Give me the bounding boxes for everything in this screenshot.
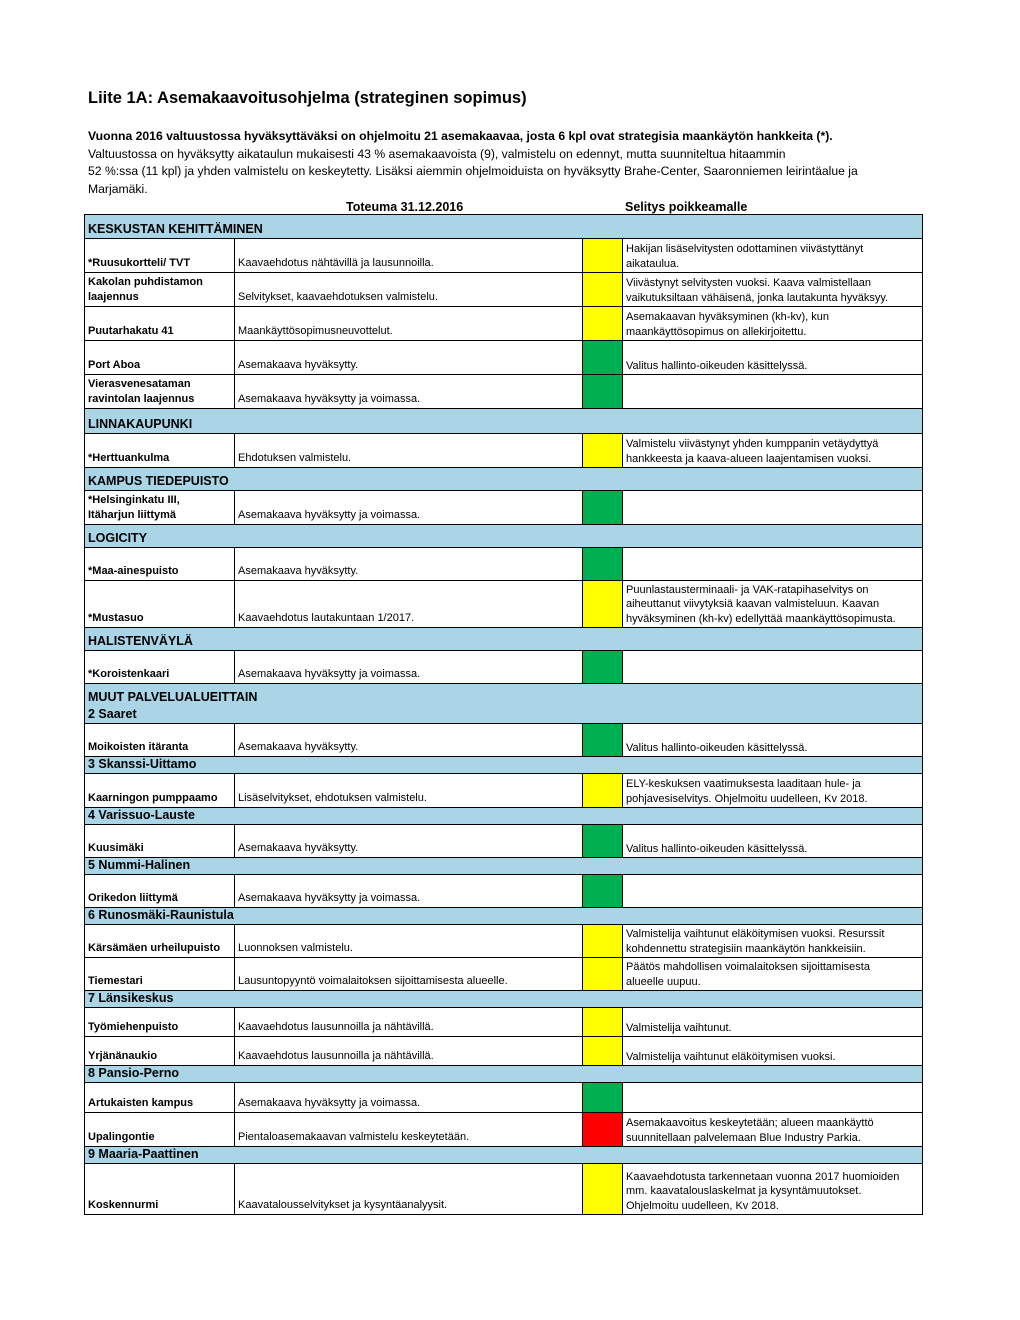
project-name-cell bbox=[84, 958, 234, 990]
project-name-cell bbox=[84, 375, 234, 408]
project-name: Vierasvenesataman bbox=[88, 378, 191, 390]
explanation-text: alueelle uupuu. bbox=[626, 975, 701, 988]
project-name: Kakolan puhdistamon bbox=[88, 276, 203, 288]
project-name: laajennus bbox=[88, 291, 139, 303]
project-name: Orikedon liittymä bbox=[88, 892, 178, 904]
project-name: Kuusimäki bbox=[88, 842, 144, 854]
zoning-program-table bbox=[84, 214, 923, 1215]
project-name-cell bbox=[84, 774, 234, 807]
status-text: Asemakaava hyväksytty. bbox=[238, 741, 359, 753]
project-name: Yrjänänaukio bbox=[88, 1050, 158, 1062]
explanation-cell bbox=[622, 375, 923, 408]
table-row bbox=[84, 491, 923, 525]
explanation-text: Valmistelija vaihtunut eläköitymisen vuoksi. Resurssit bbox=[626, 928, 885, 940]
status-light-yellow bbox=[582, 581, 622, 627]
status-cell bbox=[234, 273, 582, 306]
explanation-text: Hakijan lisäselvitysten odottaminen viivästyttänyt bbox=[626, 243, 864, 255]
status-text: Asemakaava hyväksytty ja voimassa. bbox=[238, 892, 421, 904]
status-text: Selvitykset, kaavaehdotuksen valmistelu. bbox=[238, 291, 438, 303]
section-title: KESKUSTAN KEHITTÄMINEN bbox=[88, 222, 263, 236]
project-name-cell bbox=[84, 1008, 234, 1036]
section-header bbox=[84, 908, 923, 925]
project-name-cell bbox=[84, 651, 234, 683]
table-row bbox=[84, 1008, 923, 1037]
section-header bbox=[84, 808, 923, 825]
explanation-text: Kaavaehdotusta tarkennetaan vuonna 2017 huomioiden bbox=[626, 1170, 900, 1183]
explanation-text: Valitus hallinto-oikeuden käsittelyssä. bbox=[626, 741, 808, 754]
project-name: *Maa-ainespuisto bbox=[88, 565, 179, 577]
table-row bbox=[84, 307, 923, 341]
status-text: Lisäselvitykset, ehdotuksen valmistelu. bbox=[238, 792, 427, 804]
status-cell bbox=[234, 724, 582, 756]
status-text: Kaavaehdotus lausunnoilla ja nähtävillä. bbox=[238, 1050, 434, 1062]
explanation-cell bbox=[622, 273, 923, 306]
project-name: Työmiehenpuisto bbox=[88, 1021, 179, 1033]
explanation-cell bbox=[622, 774, 923, 807]
explanation-text: Valitus hallinto-oikeuden käsittelyssä. bbox=[626, 842, 808, 855]
project-name-cell bbox=[84, 491, 234, 524]
status-cell bbox=[234, 434, 582, 467]
explanation-text: aikataulua. bbox=[626, 257, 680, 270]
section-header bbox=[84, 991, 923, 1008]
table-row bbox=[84, 825, 923, 858]
project-name-cell bbox=[84, 434, 234, 467]
table-row bbox=[84, 548, 923, 581]
table-row bbox=[84, 1083, 923, 1113]
table-row bbox=[84, 239, 923, 273]
status-light-green bbox=[582, 1083, 622, 1112]
explanation-text: Valmistelu viivästynyt yhden kumppanin vetäydyttyä bbox=[626, 438, 879, 450]
project-name: Itäharjun liittymä bbox=[88, 509, 177, 521]
intro-text-line: 52 %:ssa (11 kpl) ja yhden valmistelu on keskeytetty. Lisäksi aiemmin ohjelmoiduista on hyväksytty Brahe-Center, Saaronniemen leirintäalue ja bbox=[88, 164, 858, 178]
project-name-cell bbox=[84, 1083, 234, 1112]
explanation-cell bbox=[622, 825, 923, 857]
section-title: 8 Pansio-Perno bbox=[88, 1066, 179, 1080]
project-name-cell bbox=[84, 273, 234, 306]
section-title: HALISTENVÄYLÄ bbox=[88, 634, 193, 648]
project-name-cell bbox=[84, 875, 234, 907]
status-cell bbox=[234, 491, 582, 524]
table-row bbox=[84, 724, 923, 757]
status-cell bbox=[234, 341, 582, 374]
status-cell bbox=[234, 581, 582, 627]
status-text: Luonnoksen valmistelu. bbox=[238, 942, 353, 954]
status-text: Ehdotuksen valmistelu. bbox=[238, 452, 352, 464]
project-name-cell bbox=[84, 341, 234, 374]
explanation-text: vaikutuksiltaan vähäisenä, jonka lautakunta hyväksyy. bbox=[626, 291, 889, 304]
intro-text-line: Valtuustossa on hyväksytty aikataulun mukaisesti 43 % asemakaavoista (9), valmistelu on edennyt, mutta suunniteltua hitaammin bbox=[88, 146, 786, 161]
project-name-cell bbox=[84, 307, 234, 340]
section-header bbox=[84, 1147, 923, 1164]
project-name: Artukaisten kampus bbox=[88, 1097, 194, 1109]
explanation-text: Viivästynyt selvitysten vuoksi. Kaava valmistellaan bbox=[626, 277, 871, 289]
explanation-cell bbox=[622, 581, 923, 627]
section-title: LINNAKAUPUNKI bbox=[88, 417, 193, 431]
section-title: 7 Länsikeskus bbox=[88, 991, 174, 1005]
status-light-green bbox=[582, 341, 622, 374]
status-cell bbox=[234, 774, 582, 807]
status-light-red bbox=[582, 1113, 622, 1146]
table-row bbox=[84, 875, 923, 908]
explanation-cell bbox=[622, 1008, 923, 1036]
section-header bbox=[84, 757, 923, 774]
status-cell bbox=[234, 375, 582, 408]
explanation-text: Puunlastausterminaali- ja VAK-ratapihaselvitys on bbox=[626, 583, 869, 596]
status-light-green bbox=[582, 375, 622, 408]
section-header bbox=[84, 215, 923, 239]
status-cell bbox=[234, 875, 582, 907]
project-name-cell bbox=[84, 239, 234, 272]
status-cell bbox=[234, 1008, 582, 1036]
section-title: 4 Varissuo-Lauste bbox=[88, 808, 195, 822]
explanation-text: Valmistelija vaihtunut. bbox=[626, 1021, 732, 1034]
project-name: Tiemestari bbox=[88, 975, 143, 987]
project-name: Koskennurmi bbox=[88, 1199, 159, 1211]
explanation-text: kohdennettu strategisiin maankäytön hankkeisiin. bbox=[626, 942, 866, 955]
explanation-text: maankäyttösopimus on allekirjoitettu. bbox=[626, 325, 807, 338]
project-name-cell bbox=[84, 548, 234, 580]
status-light-green bbox=[582, 491, 622, 524]
table-row bbox=[84, 375, 923, 409]
section-header bbox=[84, 628, 923, 651]
table-row bbox=[84, 1113, 923, 1147]
table-row bbox=[84, 958, 923, 991]
explanation-cell bbox=[622, 307, 923, 340]
project-name: Kaarningon pumppaamo bbox=[88, 792, 218, 804]
status-cell bbox=[234, 651, 582, 683]
project-name: Moikoisten itäranta bbox=[88, 741, 189, 753]
status-cell bbox=[234, 925, 582, 957]
project-name: *Ruusukortteli/ TVT bbox=[88, 257, 191, 269]
status-cell bbox=[234, 548, 582, 580]
status-cell bbox=[234, 307, 582, 340]
explanation-cell bbox=[622, 651, 923, 683]
table-row bbox=[84, 434, 923, 468]
section-title: MUUT PALVELUALUEITTAIN bbox=[88, 690, 258, 704]
status-light-green bbox=[582, 548, 622, 580]
section-header bbox=[84, 409, 923, 434]
project-name: Port Aboa bbox=[88, 359, 141, 371]
explanation-cell bbox=[622, 1113, 923, 1146]
section-header bbox=[84, 858, 923, 875]
status-text: Pientaloasemakaavan valmistelu keskeytetään. bbox=[238, 1131, 470, 1143]
project-name: *Mustasuo bbox=[88, 612, 144, 624]
status-light-yellow bbox=[582, 434, 622, 467]
explanation-cell bbox=[622, 491, 923, 524]
section-title: 5 Nummi-Halinen bbox=[88, 858, 191, 872]
project-name-cell bbox=[84, 581, 234, 627]
explanation-text: pohjavesiselvitys. Ohjelmoitu uudelleen, Kv 2018. bbox=[626, 792, 868, 805]
explanation-cell bbox=[622, 875, 923, 907]
explanation-cell bbox=[622, 548, 923, 580]
project-name-cell bbox=[84, 925, 234, 957]
status-text: Asemakaava hyväksytty ja voimassa. bbox=[238, 509, 421, 521]
status-cell bbox=[234, 239, 582, 272]
status-light-green bbox=[582, 825, 622, 857]
status-light-yellow bbox=[582, 925, 622, 957]
section-title: 3 Skanssi-Uittamo bbox=[88, 757, 197, 771]
project-name: *Herttuankulma bbox=[88, 452, 170, 464]
status-text: Asemakaava hyväksytty. bbox=[238, 842, 359, 854]
project-name: *Helsinginkatu III, bbox=[88, 494, 180, 506]
section-title: KAMPUS TIEDEPUISTO bbox=[88, 474, 229, 488]
status-cell bbox=[234, 825, 582, 857]
intro-paragraph bbox=[88, 128, 938, 198]
explanation-cell bbox=[622, 958, 923, 990]
status-light-yellow bbox=[582, 307, 622, 340]
table-row bbox=[84, 774, 923, 808]
table-row bbox=[84, 925, 923, 958]
project-name-cell bbox=[84, 1164, 234, 1214]
explanation-text: ELY-keskuksen vaatimuksesta laaditaan hule- ja bbox=[626, 778, 861, 790]
status-light-green bbox=[582, 875, 622, 907]
intro-text-line: Marjamäki. bbox=[88, 181, 148, 196]
explanation-text: Valmistelija vaihtunut eläköitymisen vuoksi. bbox=[626, 1050, 836, 1063]
explanation-text: Ohjelmoitu uudelleen, Kv 2018. bbox=[626, 1199, 779, 1212]
status-light-yellow bbox=[582, 1164, 622, 1214]
status-cell bbox=[234, 1083, 582, 1112]
status-text: Kaavaehdotus lausunnoilla ja nähtävillä. bbox=[238, 1021, 434, 1033]
explanation-text: Asemakaavan hyväksyminen (kh-kv), kun bbox=[626, 311, 829, 323]
project-name-cell bbox=[84, 825, 234, 857]
status-cell bbox=[234, 1113, 582, 1146]
status-light-yellow bbox=[582, 774, 622, 807]
status-text: Kaavaehdotus nähtävillä ja lausunnoilla. bbox=[238, 257, 434, 269]
explanation-cell bbox=[622, 925, 923, 957]
section-header bbox=[84, 468, 923, 491]
explanation-text: suunnitellaan palvelemaan Blue Industry Parkia. bbox=[626, 1131, 861, 1144]
project-name: Puutarhakatu 41 bbox=[88, 325, 174, 337]
status-light-yellow bbox=[582, 1037, 622, 1065]
table-row bbox=[84, 651, 923, 684]
explanation-cell bbox=[622, 341, 923, 374]
table-row bbox=[84, 273, 923, 307]
column-header-selitys: Selitys poikkeamalle bbox=[625, 200, 748, 214]
explanation-cell bbox=[622, 1083, 923, 1112]
section-header bbox=[84, 684, 923, 724]
project-name-cell bbox=[84, 724, 234, 756]
section-header bbox=[84, 525, 923, 548]
explanation-cell bbox=[622, 724, 923, 756]
section-title: 9 Maaria-Paattinen bbox=[88, 1147, 199, 1161]
status-text: Asemakaava hyväksytty. bbox=[238, 359, 359, 371]
explanation-text: hyväksyminen (kh-kv) edellyttää maankäyttösopimusta. bbox=[626, 612, 896, 625]
status-light-green bbox=[582, 724, 622, 756]
explanation-text: aiheuttanut viivytyksiä kaavan valmisteluun. Kaavan bbox=[626, 598, 880, 610]
explanation-cell bbox=[622, 434, 923, 467]
page-title: Liite 1A: Asemakaavoitusohjelma (strateginen sopimus) bbox=[88, 89, 527, 107]
section-title: 6 Runosmäki-Raunistula bbox=[88, 908, 234, 922]
status-text: Asemakaava hyväksytty ja voimassa. bbox=[238, 393, 421, 405]
explanation-text: Valitus hallinto-oikeuden käsittelyssä. bbox=[626, 359, 808, 372]
explanation-text: Asemakaavoitus keskeytetään; alueen maankäyttö bbox=[626, 1117, 874, 1129]
status-cell bbox=[234, 1164, 582, 1214]
explanation-text: Päätös mahdollisen voimalaitoksen sijoittamisesta bbox=[626, 961, 870, 973]
project-name-cell bbox=[84, 1113, 234, 1146]
table-row bbox=[84, 341, 923, 375]
explanation-cell bbox=[622, 1037, 923, 1065]
project-name: ravintolan laajennus bbox=[88, 393, 195, 405]
intro-summary-line: Vuonna 2016 valtuustossa hyväksyttäväksi on ohjelmoitu 21 asemakaavaa, josta 6 kpl ovat strategisia maankäytön hankkeita (*). bbox=[88, 129, 833, 143]
column-header-toteuma: Toteuma 31.12.2016 bbox=[346, 200, 464, 214]
table-row bbox=[84, 1037, 923, 1066]
table-row bbox=[84, 581, 923, 628]
status-text: Asemakaava hyväksytty ja voimassa. bbox=[238, 668, 421, 680]
status-text: Maankäyttösopimusneuvottelut. bbox=[238, 325, 393, 337]
section-header bbox=[84, 1066, 923, 1083]
explanation-text: mm. kaavatalouslaskelmat ja kysyntämuutokset. bbox=[626, 1185, 862, 1197]
status-light-green bbox=[582, 651, 622, 683]
status-light-yellow bbox=[582, 239, 622, 272]
table-row bbox=[84, 1164, 923, 1215]
status-text: Asemakaava hyväksytty. bbox=[238, 565, 359, 577]
section-title: LOGICITY bbox=[88, 531, 148, 545]
status-cell bbox=[234, 1037, 582, 1065]
project-name-cell bbox=[84, 1037, 234, 1065]
subsection-title: 2 Saaret bbox=[88, 707, 137, 721]
project-name: *Koroistenkaari bbox=[88, 668, 170, 680]
status-cell bbox=[234, 958, 582, 990]
status-text: Asemakaava hyväksytty ja voimassa. bbox=[238, 1097, 421, 1109]
status-text: Kaavatalousselvitykset ja kysyntäanalyysit. bbox=[238, 1199, 448, 1211]
status-light-yellow bbox=[582, 273, 622, 306]
explanation-cell bbox=[622, 1164, 923, 1214]
project-name: Kärsämäen urheilupuisto bbox=[88, 942, 221, 954]
explanation-text: hankkeesta ja kaava-alueen laajentamisen vuoksi. bbox=[626, 452, 872, 465]
status-text: Kaavaehdotus lautakuntaan 1/2017. bbox=[238, 612, 415, 624]
project-name: Upalingontie bbox=[88, 1131, 155, 1143]
status-light-yellow bbox=[582, 1008, 622, 1036]
status-light-yellow bbox=[582, 958, 622, 990]
status-text: Lausuntopyyntö voimalaitoksen sijoittamisesta alueelle. bbox=[238, 975, 508, 987]
explanation-cell bbox=[622, 239, 923, 272]
